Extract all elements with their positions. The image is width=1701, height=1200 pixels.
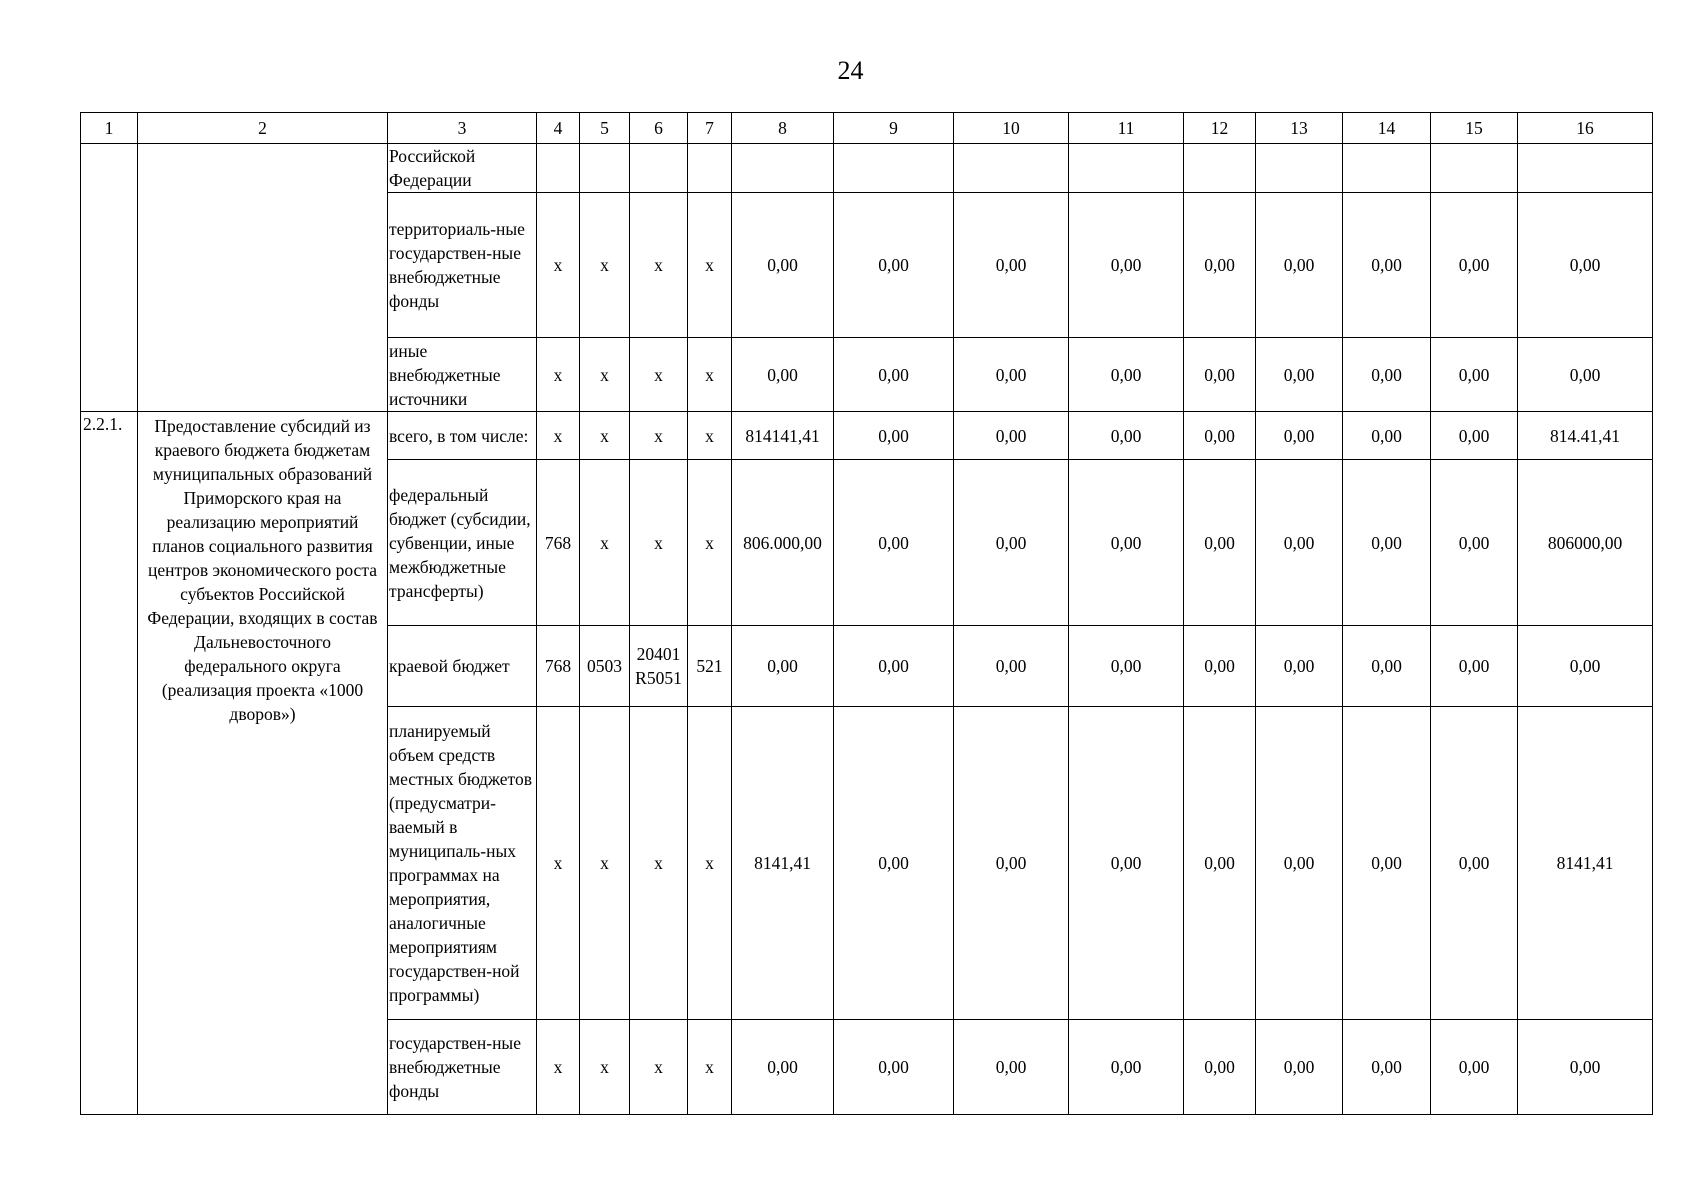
value-cell: 0,00 [1256,193,1343,338]
code-cell: x [688,193,732,338]
column-header: 5 [580,113,630,144]
funding-source: территориаль-ные государствен-ные внебюджетные фонды [388,193,537,338]
value-cell: 0,00 [1431,626,1518,707]
value-cell [954,144,1069,193]
value-cell: 0,00 [1431,707,1518,1020]
value-cell: 8141,41 [1518,707,1653,1020]
value-cell: 0,00 [732,626,834,707]
value-cell: 814141,41 [732,412,834,460]
column-header: 11 [1069,113,1184,144]
funding-source: иные внебюджетные источники [388,338,537,412]
value-cell: 0,00 [732,1020,834,1115]
funding-source: планируемый объем средств местных бюджетов (предусматри-ваемый в муниципаль-ных программах на мероприятия, аналогичные мероприятиям государствен-ной программы) [388,707,537,1020]
value-cell: 0,00 [1518,1020,1653,1115]
value-cell: 0,00 [1069,412,1184,460]
value-cell: 0,00 [1256,626,1343,707]
table-row [81,144,1653,193]
value-cell: 0,00 [954,412,1069,460]
code-cell: x [537,707,580,1020]
value-cell: 0,00 [1069,460,1184,626]
value-cell: 0,00 [1184,338,1256,412]
value-cell: 0,00 [1343,338,1431,412]
value-cell: 0,00 [1184,412,1256,460]
row-number-cell [81,144,138,412]
value-cell [1518,144,1653,193]
value-cell: 0,00 [1343,412,1431,460]
value-cell: 0,00 [1431,1020,1518,1115]
value-cell: 0,00 [1518,338,1653,412]
value-cell: 0,00 [1184,626,1256,707]
item-description: Предоставление субсидий из краевого бюджета бюджетам муниципальных образований Приморского края на реализацию мероприятий планов социального развития центров экономического роста субъектов Российской Федерации, входящих в состав Дальневосточного федерального округа (реализация проекта «1000 дворов») [138,412,388,1115]
code-cell: x [688,1020,732,1115]
funding-source: всего, в том числе: [388,412,537,460]
column-header: 10 [954,113,1069,144]
value-cell: 0,00 [1343,193,1431,338]
value-cell: 0,00 [954,460,1069,626]
value-cell: 0,00 [1343,707,1431,1020]
code-cell: x [630,193,688,338]
code-cell: x [688,707,732,1020]
value-cell: 0,00 [954,626,1069,707]
code-cell: 768 [537,626,580,707]
value-cell: 0,00 [834,1020,954,1115]
value-cell: 814.41,41 [1518,412,1653,460]
code-cell [537,144,580,193]
value-cell: 0,00 [1343,1020,1431,1115]
value-cell: 0,00 [1518,626,1653,707]
code-cell: x [630,707,688,1020]
page-number: 24 [837,56,864,85]
funding-source: Российской Федерации [388,144,537,193]
code-cell: 20401 R5051 [630,626,688,707]
value-cell [1069,144,1184,193]
value-cell: 0,00 [732,338,834,412]
value-cell: 0,00 [1256,412,1343,460]
code-cell: x [580,338,630,412]
column-header: 9 [834,113,954,144]
value-cell: 0,00 [1256,707,1343,1020]
value-cell: 0,00 [834,460,954,626]
value-cell: 8141,41 [732,707,834,1020]
code-cell: x [688,338,732,412]
value-cell: 0,00 [732,193,834,338]
value-cell: 0,00 [1069,626,1184,707]
code-cell: x [537,193,580,338]
value-cell: 0,00 [1431,193,1518,338]
value-cell: 0,00 [834,707,954,1020]
column-header: 8 [732,113,834,144]
value-cell: 0,00 [834,338,954,412]
value-cell [1184,144,1256,193]
code-cell: x [537,412,580,460]
value-cell [732,144,834,193]
column-header: 13 [1256,113,1343,144]
code-cell: x [537,338,580,412]
column-header: 15 [1431,113,1518,144]
value-cell: 0,00 [1069,193,1184,338]
table-row [81,412,1653,460]
code-cell: x [688,460,732,626]
description-cell [138,144,388,412]
value-cell: 806000,00 [1518,460,1653,626]
code-cell: x [688,412,732,460]
code-cell: x [537,1020,580,1115]
code-cell: x [580,460,630,626]
value-cell: 0,00 [1256,460,1343,626]
code-cell: x [630,412,688,460]
value-cell: 0,00 [1069,707,1184,1020]
value-cell: 0,00 [1343,626,1431,707]
value-cell: 0,00 [954,338,1069,412]
code-cell: x [580,707,630,1020]
value-cell [1256,144,1343,193]
value-cell: 0,00 [1069,338,1184,412]
budget-table [80,112,1653,1115]
code-cell: x [630,338,688,412]
value-cell: 0,00 [954,1020,1069,1115]
value-cell: 0,00 [1184,707,1256,1020]
value-cell [1431,144,1518,193]
header-row [81,113,1653,144]
column-header: 3 [388,113,537,144]
column-header: 6 [630,113,688,144]
value-cell: 0,00 [834,193,954,338]
value-cell: 0,00 [1256,338,1343,412]
value-cell [834,144,954,193]
funding-source: государствен-ные внебюджетные фонды [388,1020,537,1115]
value-cell: 0,00 [1431,412,1518,460]
value-cell: 0,00 [954,193,1069,338]
value-cell: 0,00 [834,412,954,460]
code-cell [688,144,732,193]
column-header: 2 [138,113,388,144]
value-cell: 0,00 [954,707,1069,1020]
code-cell: x [580,412,630,460]
value-cell: 0,00 [1431,338,1518,412]
item-number: 2.2.1. [81,412,138,1115]
value-cell: 0,00 [1343,460,1431,626]
code-cell: x [630,460,688,626]
funding-source: краевой бюджет [388,626,537,707]
column-header: 16 [1518,113,1653,144]
code-cell: x [580,193,630,338]
column-header: 12 [1184,113,1256,144]
value-cell: 806.000,00 [732,460,834,626]
code-cell: 521 [688,626,732,707]
column-header: 14 [1343,113,1431,144]
code-cell: x [580,1020,630,1115]
value-cell: 0,00 [1069,1020,1184,1115]
value-cell: 0,00 [1184,193,1256,338]
value-cell: 0,00 [834,626,954,707]
value-cell: 0,00 [1256,1020,1343,1115]
column-header: 7 [688,113,732,144]
value-cell [1343,144,1431,193]
value-cell: 0,00 [1518,193,1653,338]
value-cell: 0,00 [1184,1020,1256,1115]
code-cell [580,144,630,193]
code-cell: 768 [537,460,580,626]
code-cell: x [630,1020,688,1115]
column-header: 4 [537,113,580,144]
value-cell: 0,00 [1431,460,1518,626]
funding-source: федеральный бюджет (субсидии, субвенции, иные межбюджетные трансферты) [388,460,537,626]
code-cell: 0503 [580,626,630,707]
code-cell [630,144,688,193]
column-header: 1 [81,113,138,144]
value-cell: 0,00 [1184,460,1256,626]
